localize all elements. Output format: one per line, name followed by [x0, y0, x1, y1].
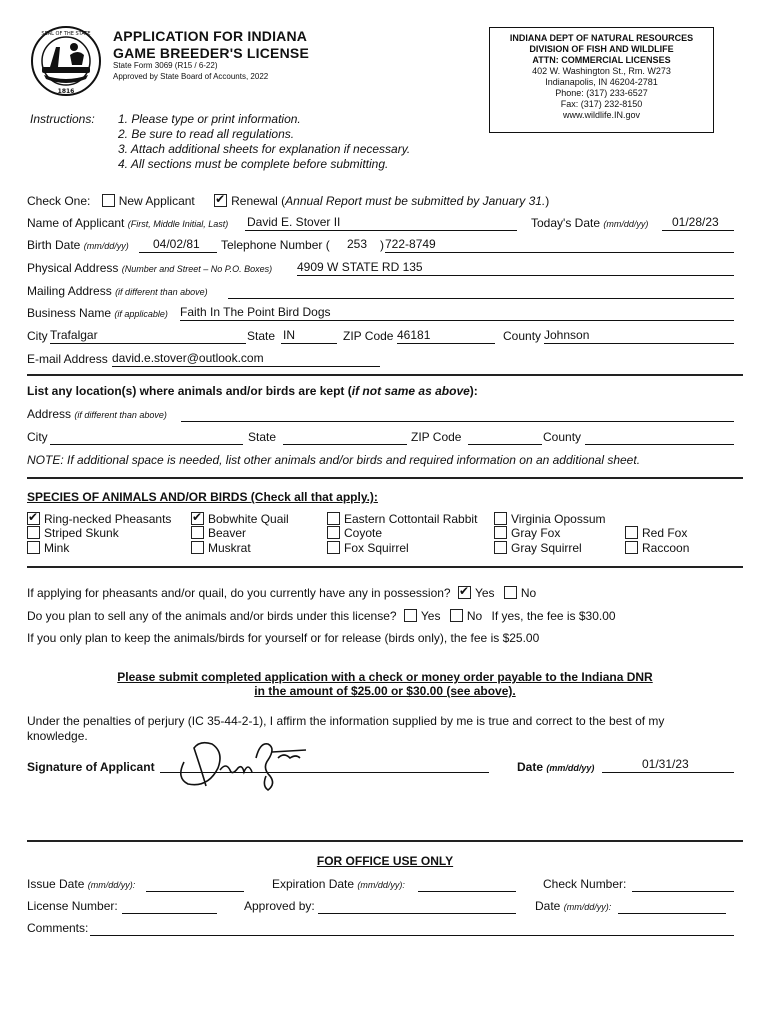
section-divider	[27, 840, 743, 842]
new-applicant-checkbox[interactable]	[102, 194, 115, 207]
instructions-label: Instructions:	[30, 112, 95, 126]
location-address-field[interactable]	[181, 406, 734, 422]
business-name-field[interactable]	[180, 305, 734, 321]
state-field[interactable]	[281, 328, 337, 344]
location-county-label: County	[543, 430, 582, 444]
species-label: Eastern Cottontail Rabbit	[344, 512, 478, 526]
affirm-date-group	[517, 760, 594, 774]
comments-field[interactable]	[90, 920, 734, 936]
comments-label: Comments:	[27, 921, 89, 935]
checkbox[interactable]	[27, 526, 40, 539]
location-city-field[interactable]	[50, 429, 243, 445]
check-one-label: Check One:	[27, 194, 91, 208]
physical-address-field[interactable]	[297, 260, 734, 276]
applicant-signature-image	[172, 732, 312, 794]
species-bobwhite-quail[interactable]	[191, 512, 289, 526]
checkbox[interactable]	[27, 512, 40, 525]
form-approval: Approved by State Board of Accounts, 2022	[113, 72, 269, 81]
today-date-field[interactable]	[662, 215, 734, 231]
name-value: David E. Stover II	[247, 215, 341, 229]
email-label: E-mail Address	[27, 352, 108, 366]
checkbox[interactable]	[191, 526, 204, 539]
section-divider	[27, 374, 743, 376]
city-field[interactable]	[50, 328, 246, 344]
state-value: IN	[283, 328, 295, 342]
checkbox[interactable]	[27, 541, 40, 554]
location-state-label: State	[248, 430, 277, 444]
signature-label: Signature of Applicant	[27, 760, 155, 774]
locations-heading-close: ):	[469, 384, 478, 398]
county-field[interactable]	[544, 328, 734, 344]
species-striped-skunk[interactable]	[27, 526, 119, 540]
expiration-hint: (mm/dd/yy):	[357, 880, 405, 890]
location-zip-label: ZIP Code	[411, 430, 462, 444]
svg-text:SEAL OF THE STATE: SEAL OF THE STATE	[41, 31, 91, 37]
location-zip-field[interactable]	[468, 429, 542, 445]
location-address-label: Address	[27, 407, 72, 421]
keep-fee-note: If you only plan to keep the animals/birds for yourself or for release (birds only), the fee is $25.00	[27, 631, 540, 645]
species-label: Beaver	[208, 526, 247, 540]
new-applicant-label: New Applicant	[118, 194, 195, 208]
svg-text:1816: 1816	[57, 88, 75, 95]
issue-date-label: Issue Date	[27, 877, 85, 891]
affirm-date-hint: (mm/dd/yy)	[546, 763, 595, 773]
phone-close: )	[380, 238, 384, 252]
affirm-date-label: Date	[517, 760, 544, 774]
species-label: Gray Squirrel	[511, 541, 582, 555]
office-date-label: Date	[535, 899, 561, 913]
issue-date-label-group	[27, 877, 135, 891]
birth-date-field[interactable]	[139, 237, 217, 253]
species-label: Coyote	[344, 526, 383, 540]
today-label: Today's Date	[531, 216, 600, 230]
checkbox[interactable]	[191, 512, 204, 525]
species-label: Fox Squirrel	[344, 541, 409, 555]
location-city-label: City	[27, 430, 48, 444]
location-county-field[interactable]	[585, 429, 734, 445]
phone-label: Telephone Number (	[221, 238, 330, 252]
physical-address-value: 4909 W STATE RD 135	[297, 260, 423, 274]
phone-number-field[interactable]	[385, 237, 734, 253]
expiration-field[interactable]	[418, 876, 516, 892]
today-date-value: 01/28/23	[672, 215, 719, 229]
today-hint: (mm/dd/yy)	[603, 219, 649, 229]
check-number-field[interactable]	[632, 876, 734, 892]
county-label: County	[503, 329, 542, 343]
possession-question: If applying for pheasants and/or quail, do you currently have any in possession?	[27, 586, 451, 600]
species-muskrat[interactable]	[191, 541, 251, 555]
checkbox[interactable]	[327, 512, 340, 525]
species-mink[interactable]	[27, 541, 69, 555]
submit-line1: Please submit completed application with a check or money order payable to the Indiana DNR	[117, 670, 653, 684]
agency-line1: INDIANA DEPT OF NATURAL RESOURCES	[509, 33, 694, 43]
name-hint: (First, Middle Initial, Last)	[127, 219, 229, 229]
species-coyote[interactable]	[327, 526, 382, 540]
renewal-label: Renewal (	[231, 194, 286, 208]
zip-label: ZIP Code	[343, 329, 394, 343]
city-label: City	[27, 329, 48, 343]
phone-area-value: 253	[347, 237, 368, 251]
possession-no-checkbox[interactable]	[504, 586, 517, 599]
affirmation-text: Under the penalties of perjury (IC 35-44-2-1), I affirm the information supplied by me is true and correct to the best of my knowledge.	[27, 714, 665, 743]
species-beaver[interactable]	[191, 526, 246, 540]
species-gray-fox[interactable]	[494, 526, 560, 540]
possession-yes-checkbox[interactable]	[458, 586, 471, 599]
sell-yes-label: Yes	[420, 609, 441, 623]
checkbox[interactable]	[191, 541, 204, 554]
possession-question-row	[27, 586, 536, 600]
business-name-value: Faith In The Point Bird Dogs	[180, 305, 331, 319]
name-field[interactable]	[245, 215, 517, 231]
locations-heading-em: if not same as above	[351, 384, 470, 398]
species-gray-squirrel[interactable]	[494, 541, 582, 555]
species-label: Bobwhite Quail	[208, 512, 289, 526]
birth-date-value: 04/02/81	[153, 237, 200, 251]
mailing-label: Mailing Address	[27, 284, 112, 298]
agency-line7: Fax: (317) 232-8150	[560, 99, 643, 109]
form-title-line1: APPLICATION FOR INDIANA	[113, 28, 308, 44]
species-label: Ring-necked Pheasants	[44, 512, 172, 526]
instruction-item: 1. Please type or print information.	[118, 112, 301, 126]
name-label: Name of Applicant	[27, 216, 125, 230]
agency-line8: www.wildlife.IN.gov	[562, 110, 641, 120]
expiration-label-group	[272, 877, 405, 891]
county-value: Johnson	[544, 328, 590, 342]
agency-box	[489, 27, 714, 133]
location-address-hint: (if different than above)	[74, 410, 167, 420]
species-label: Mink	[44, 541, 70, 555]
form-title-line2: GAME BREEDER'S LICENSE	[113, 45, 309, 61]
species-label: Raccoon	[642, 541, 690, 555]
locations-heading	[27, 384, 478, 398]
agency-line3: ATTN: COMMERCIAL LICENSES	[532, 55, 671, 65]
instruction-item: 4. All sections must be complete before submitting.	[118, 157, 389, 171]
approved-by-field[interactable]	[318, 898, 516, 914]
affirm-date-field[interactable]	[602, 757, 734, 773]
sell-fee-note: If yes, the fee is $30.00	[491, 609, 616, 623]
agency-line5: Indianapolis, IN 46204-2781	[545, 77, 658, 87]
mailing-address-field[interactable]	[228, 283, 734, 299]
species-label: Muskrat	[208, 541, 251, 555]
agency-line2: DIVISION OF FISH AND WILDLIFE	[529, 44, 674, 54]
form-number: State Form 3069 (R15 / 6-22)	[113, 61, 218, 70]
office-date-label-group	[535, 899, 611, 913]
agency-line6: Phone: (317) 233-6527	[555, 88, 648, 98]
species-heading: SPECIES OF ANIMALS AND/OR BIRDS (Check all that apply.):	[27, 490, 378, 504]
email-field[interactable]	[112, 351, 380, 367]
zip-value: 46181	[397, 328, 431, 342]
issue-date-hint: (mm/dd/yy):	[87, 880, 136, 890]
submit-instructions	[27, 670, 743, 698]
checkbox[interactable]	[494, 526, 507, 539]
species-label: Gray Fox	[511, 526, 561, 540]
business-label: Business Name	[27, 306, 112, 320]
state-label: State	[247, 329, 276, 343]
office-date-hint: (mm/dd/yy):	[563, 902, 612, 912]
check-one-row	[27, 194, 734, 212]
locations-note: NOTE: If additional space is needed, list other animals and/or birds and required information on an additional sheet.	[27, 453, 641, 467]
email-value: david.e.stover@outlook.com	[112, 351, 264, 365]
section-divider	[27, 566, 743, 568]
sell-question-row	[27, 609, 616, 623]
instruction-item: 2. Be sure to read all regulations.	[118, 127, 295, 141]
affirm-date-value: 01/31/23	[642, 757, 689, 771]
state-seal-logo	[30, 25, 102, 97]
renewal-checkbox[interactable]	[214, 194, 227, 207]
possession-yes-label: Yes	[474, 586, 495, 600]
species-label: Striped Skunk	[44, 526, 119, 540]
section-divider	[27, 477, 743, 479]
sell-no-checkbox[interactable]	[450, 609, 463, 622]
office-heading: FOR OFFICE USE ONLY	[316, 854, 454, 868]
renewal-close: )	[545, 194, 550, 208]
issue-date-field[interactable]	[146, 876, 244, 892]
check-number-label: Check Number:	[543, 877, 627, 891]
physical-label: Physical Address	[27, 261, 119, 275]
license-number-field[interactable]	[122, 898, 217, 914]
species-eastern-cottontail-rabbit[interactable]	[327, 512, 477, 526]
approved-by-label: Approved by:	[244, 899, 315, 913]
checkbox[interactable]	[494, 541, 507, 554]
possession-no-label: No	[520, 586, 537, 600]
renewal-note: Annual Report must be submitted by January 31.	[285, 194, 546, 208]
locations-heading-text: List any location(s) where animals and/or birds are kept (	[27, 384, 352, 398]
business-hint: (if applicable)	[114, 309, 168, 319]
office-date-field[interactable]	[618, 898, 726, 914]
expiration-label: Expiration Date	[272, 877, 355, 891]
instructions-list	[118, 112, 410, 172]
checkbox[interactable]	[625, 526, 638, 539]
species-ring-necked-pheasants[interactable]	[27, 512, 171, 526]
instruction-item: 3. Attach additional sheets for explanation if necessary.	[118, 142, 411, 156]
species-label: Red Fox	[642, 526, 688, 540]
birth-label: Birth Date	[27, 238, 81, 252]
species-fox-squirrel[interactable]	[327, 541, 409, 555]
sell-yes-checkbox[interactable]	[404, 609, 417, 622]
checkbox[interactable]	[625, 541, 638, 554]
checkbox[interactable]	[494, 512, 507, 525]
sell-no-label: No	[466, 609, 483, 623]
species-red-fox[interactable]	[625, 526, 687, 540]
today-label-group	[531, 216, 648, 230]
sell-question: Do you plan to sell any of the animals and/or birds under this license?	[27, 609, 397, 623]
phone-area-field[interactable]	[339, 237, 379, 252]
checkbox[interactable]	[327, 541, 340, 554]
submit-line2: in the amount of $25.00 or $30.00 (see above).	[254, 684, 516, 698]
physical-hint: (Number and Street – No P.O. Boxes)	[121, 264, 273, 274]
location-state-field[interactable]	[283, 429, 407, 445]
species-virginia-opossum[interactable]	[494, 512, 606, 526]
birth-hint: (mm/dd/yy)	[83, 241, 129, 251]
agency-line4: 402 W. Washington St., Rm. W273	[532, 66, 671, 76]
mailing-hint: (if different than above)	[115, 287, 208, 297]
phone-number-value: 722-8749	[385, 237, 436, 251]
checkbox[interactable]	[327, 526, 340, 539]
species-raccoon[interactable]	[625, 541, 689, 555]
zip-field[interactable]	[397, 328, 495, 344]
license-number-label: License Number:	[27, 899, 118, 913]
city-value: Trafalgar	[50, 328, 98, 342]
species-label: Virginia Opossum	[511, 512, 606, 526]
